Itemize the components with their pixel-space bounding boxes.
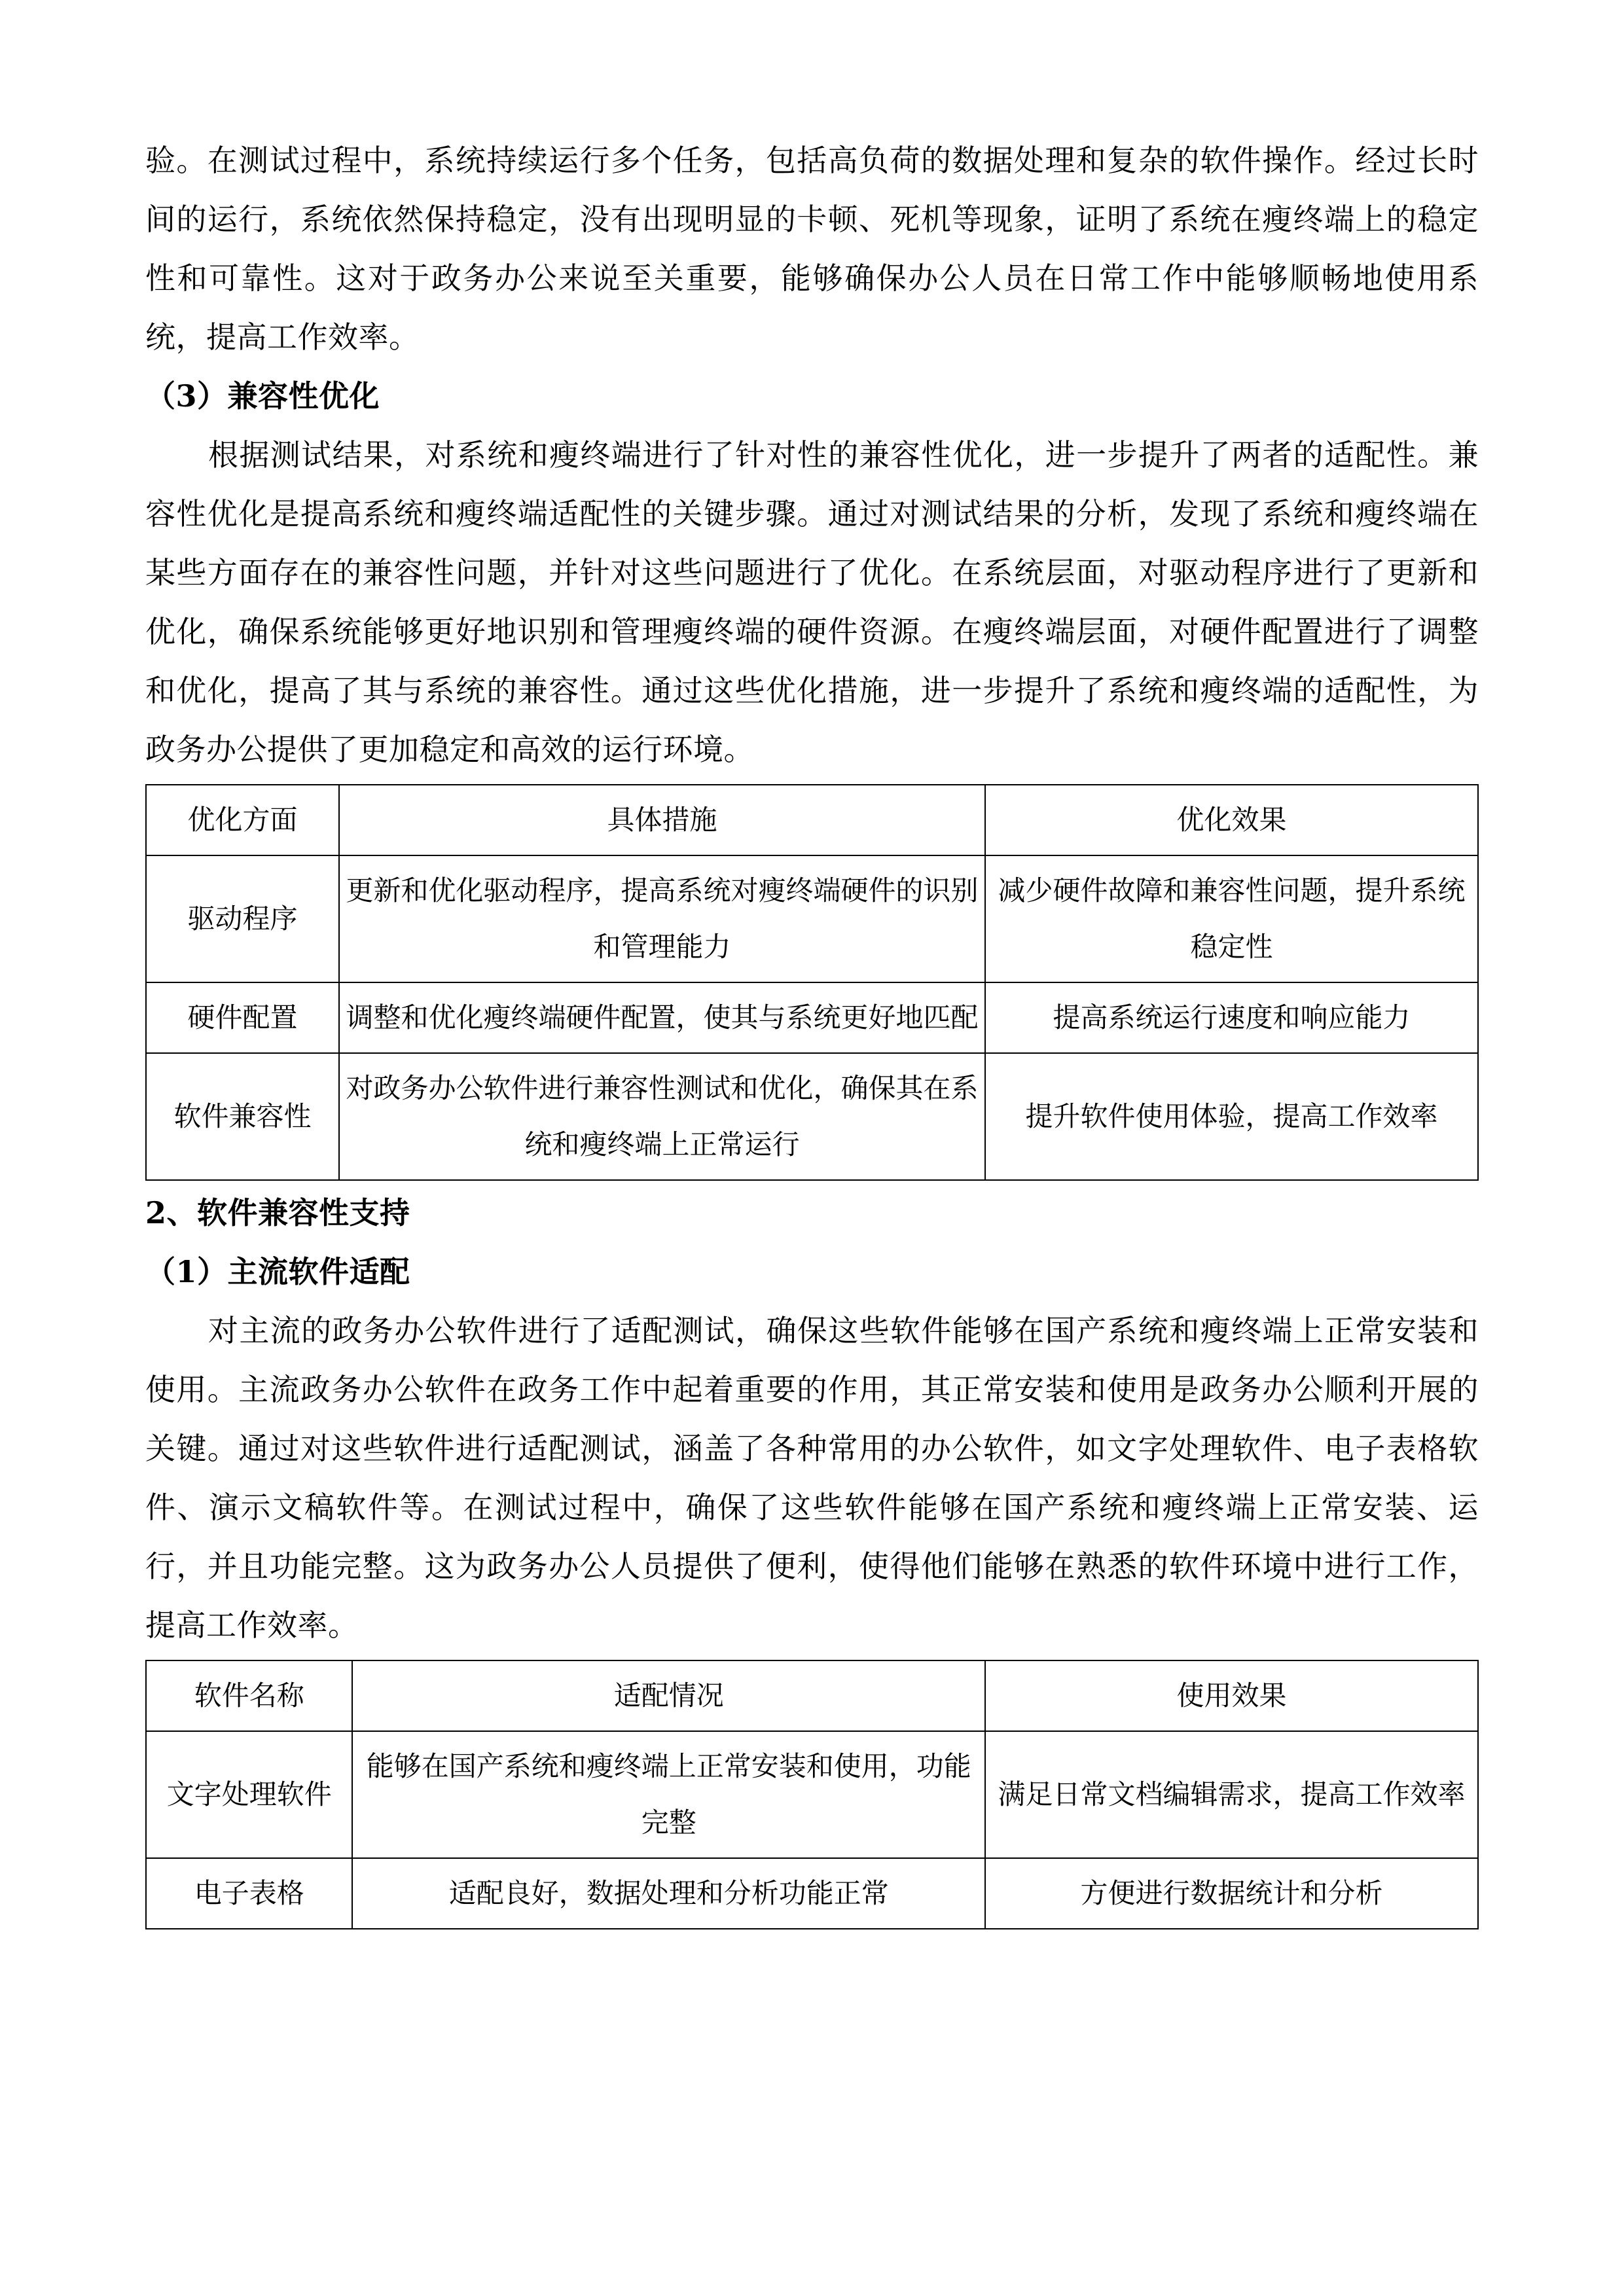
table-cell-effect: 提高系统运行速度和响应能力 xyxy=(985,982,1478,1053)
paragraph-mainstream-software: 对主流的政务办公软件进行了适配测试，确保这些软件能够在国产系统和瘦终端上正常安装和使用。主流政务办公软件在政务工作中起着重要的作用，其正常安装和使用是政务办公顺利开展的关键。通过对这些软件进行适配测试，涵盖了各种常用的办公软件，如文字处理软件、电子表格软件、演示文稿软件等。在测试过程中，确保了这些软件能够在国产系统和瘦终端上正常安装、运行，并且功能完整。这为政务办公人员提供了便利，使得他们能够在熟悉的软件环境中进行工作，提高工作效率。 xyxy=(145,1313,1479,1643)
table-header-cell: 优化效果 xyxy=(985,785,1478,855)
table-row xyxy=(146,982,1478,1053)
table-cell-aspect: 驱动程序 xyxy=(146,855,339,982)
table-cell-software-name: 电子表格 xyxy=(146,1858,352,1929)
table-header-cell: 具体措施 xyxy=(339,785,985,855)
table-cell-adaptation: 适配良好，数据处理和分析功能正常 xyxy=(352,1858,985,1929)
table-cell-software-name: 文字处理软件 xyxy=(146,1731,352,1858)
table-cell-measure: 对政务办公软件进行兼容性测试和优化，确保其在系统和瘦终端上正常运行 xyxy=(339,1053,985,1180)
table-cell-adaptation: 能够在国产系统和瘦终端上正常安装和使用，功能完整 xyxy=(352,1731,985,1858)
table-cell-effect: 满足日常文档编辑需求，提高工作效率 xyxy=(985,1731,1478,1858)
table-header-row xyxy=(146,1660,1478,1731)
paragraph-stability-continued: 验。在测试过程中，系统持续运行多个任务，包括高负荷的数据处理和复杂的软件操作。经过长时间的运行，系统依然保持稳定，没有出现明显的卡顿、死机等现象，证明了系统在瘦终端上的稳定性和可靠性。这对于政务办公来说至关重要，能够确保办公人员在日常工作中能够顺畅地使用系统，提高工作效率。 xyxy=(145,143,1479,355)
table-header-row xyxy=(146,785,1478,855)
paragraph-compatibility-optimization: 根据测试结果，对系统和瘦终端进行了针对性的兼容性优化，进一步提升了两者的适配性。兼容性优化是提高系统和瘦终端适配性的关键步骤。通过对测试结果的分析，发现了系统和瘦终端在某些方面存在的兼容性问题，并针对这些问题进行了优化。在系统层面，对驱动程序进行了更新和优化，确保系统能够更好地识别和管理瘦终端的硬件资源。在瘦终端层面，对硬件配置进行了调整和优化，提高了其与系统的兼容性。通过这些优化措施，进一步提升了系统和瘦终端的适配性，为政务办公提供了更加稳定和高效的运行环境。 xyxy=(145,437,1479,767)
heading-mainstream-software-adaptation: （1）主流软件适配 xyxy=(145,1254,410,1289)
table-cell-effect: 减少硬件故障和兼容性问题，提升系统稳定性 xyxy=(985,855,1478,982)
table-row xyxy=(146,1053,1478,1180)
table-row xyxy=(146,1858,1478,1929)
table-row xyxy=(146,1731,1478,1858)
table-header-cell: 适配情况 xyxy=(352,1660,985,1731)
heading-compatibility-optimization: （3）兼容性优化 xyxy=(145,378,380,414)
table-cell-aspect: 软件兼容性 xyxy=(146,1053,339,1180)
table-cell-measure: 调整和优化瘦终端硬件配置，使其与系统更好地匹配 xyxy=(339,982,985,1053)
software-adaptation-table xyxy=(145,1660,1479,1929)
table-cell-effect: 方便进行数据统计和分析 xyxy=(985,1858,1478,1929)
table-header-cell: 优化方面 xyxy=(146,785,339,855)
table-header-cell: 使用效果 xyxy=(985,1660,1478,1731)
table-cell-effect: 提升软件使用体验，提高工作效率 xyxy=(985,1053,1478,1180)
table-cell-aspect: 硬件配置 xyxy=(146,982,339,1053)
table-cell-measure: 更新和优化驱动程序，提高系统对瘦终端硬件的识别和管理能力 xyxy=(339,855,985,982)
table-row xyxy=(146,855,1478,982)
heading-software-compatibility-support: 2、软件兼容性支持 xyxy=(145,1195,410,1230)
table-header-cell: 软件名称 xyxy=(146,1660,352,1731)
optimization-table xyxy=(145,784,1479,1181)
